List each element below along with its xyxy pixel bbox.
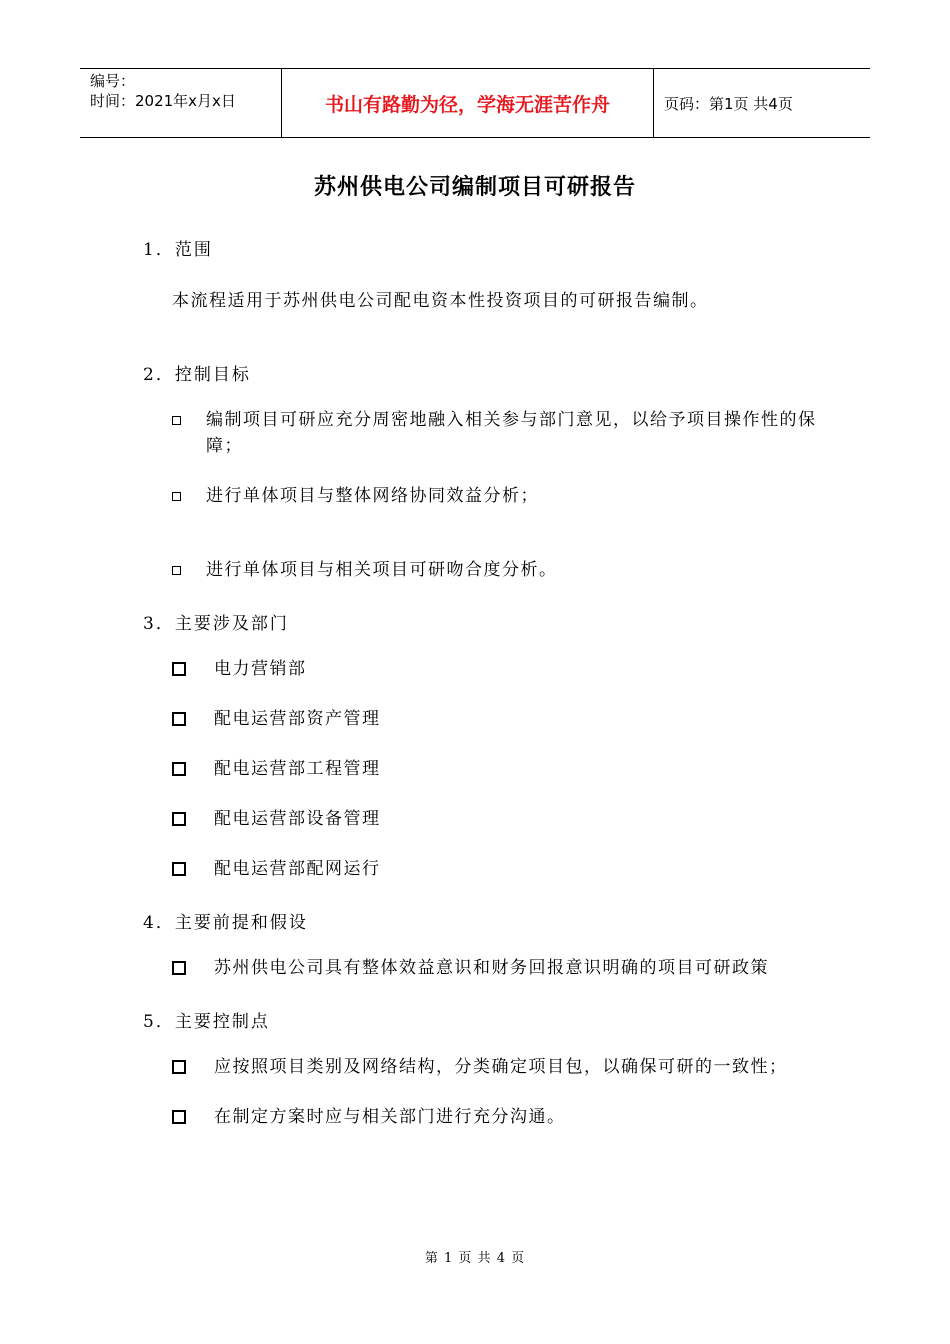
list-item-text: 配电运营部配网运行	[214, 859, 381, 879]
list-item-text: 配电运营部工程管理	[214, 759, 381, 779]
section-heading-3: 3．主要涉及部门	[143, 614, 289, 634]
checkbox-bullet-icon	[172, 1060, 186, 1074]
header-table	[80, 68, 870, 138]
checkbox-bullet-icon	[172, 492, 181, 501]
section-heading-2: 2．控制目标	[143, 365, 251, 385]
document-title: 苏州供电公司编制项目可研报告	[313, 175, 636, 200]
checkbox-bullet-icon	[172, 712, 186, 726]
list-item-text: 配电运营部设备管理	[214, 809, 381, 829]
list-item-text: 在制定方案时应与相关部门进行充分沟通。	[214, 1107, 566, 1127]
header-page-info: 页码：第1页 共4页	[664, 94, 793, 113]
list-item-text: 电力营销部	[214, 659, 307, 679]
checkbox-bullet-icon	[172, 1110, 186, 1124]
list-item-text: 苏州供电公司具有整体效益意识和财务回报意识明确的项目可研政策	[214, 958, 769, 978]
checkbox-bullet-icon	[172, 961, 186, 975]
section-heading-1: 1．范围	[143, 240, 213, 260]
checkbox-bullet-icon	[172, 812, 186, 826]
section-heading-5: 5．主要控制点	[143, 1012, 270, 1032]
page-footer: 第 1 页 共 4 页	[424, 1251, 526, 1266]
header-slogan: 书山有路勤为径，学海无涯苦作舟	[282, 69, 654, 137]
header-meta-cell	[80, 69, 282, 137]
number-label: 编号：	[90, 72, 136, 90]
section-1-text: 本流程适用于苏州供电公司配电资本性投资项目的可研报告编制。	[172, 291, 709, 311]
list-item-text: 编制项目可研应充分周密地融入相关参与部门意见，以给予项目操作性的保障；	[206, 410, 817, 456]
checkbox-bullet-icon	[172, 566, 181, 575]
section-heading-4: 4．主要前提和假设	[143, 913, 308, 933]
list-item-text: 配电运营部资产管理	[214, 709, 381, 729]
list-item-text: 进行单体项目与整体网络协同效益分析；	[206, 486, 539, 506]
checkbox-bullet-icon	[172, 416, 181, 425]
checkbox-bullet-icon	[172, 862, 186, 876]
list-item-text: 应按照项目类别及网络结构，分类确定项目包，以确保可研的一致性；	[214, 1057, 788, 1077]
checkbox-bullet-icon	[172, 762, 186, 776]
time-label: 时间：2021年x月x日	[90, 92, 236, 110]
list-item-text: 进行单体项目与相关项目可研吻合度分析。	[206, 560, 558, 580]
checkbox-bullet-icon	[172, 662, 186, 676]
